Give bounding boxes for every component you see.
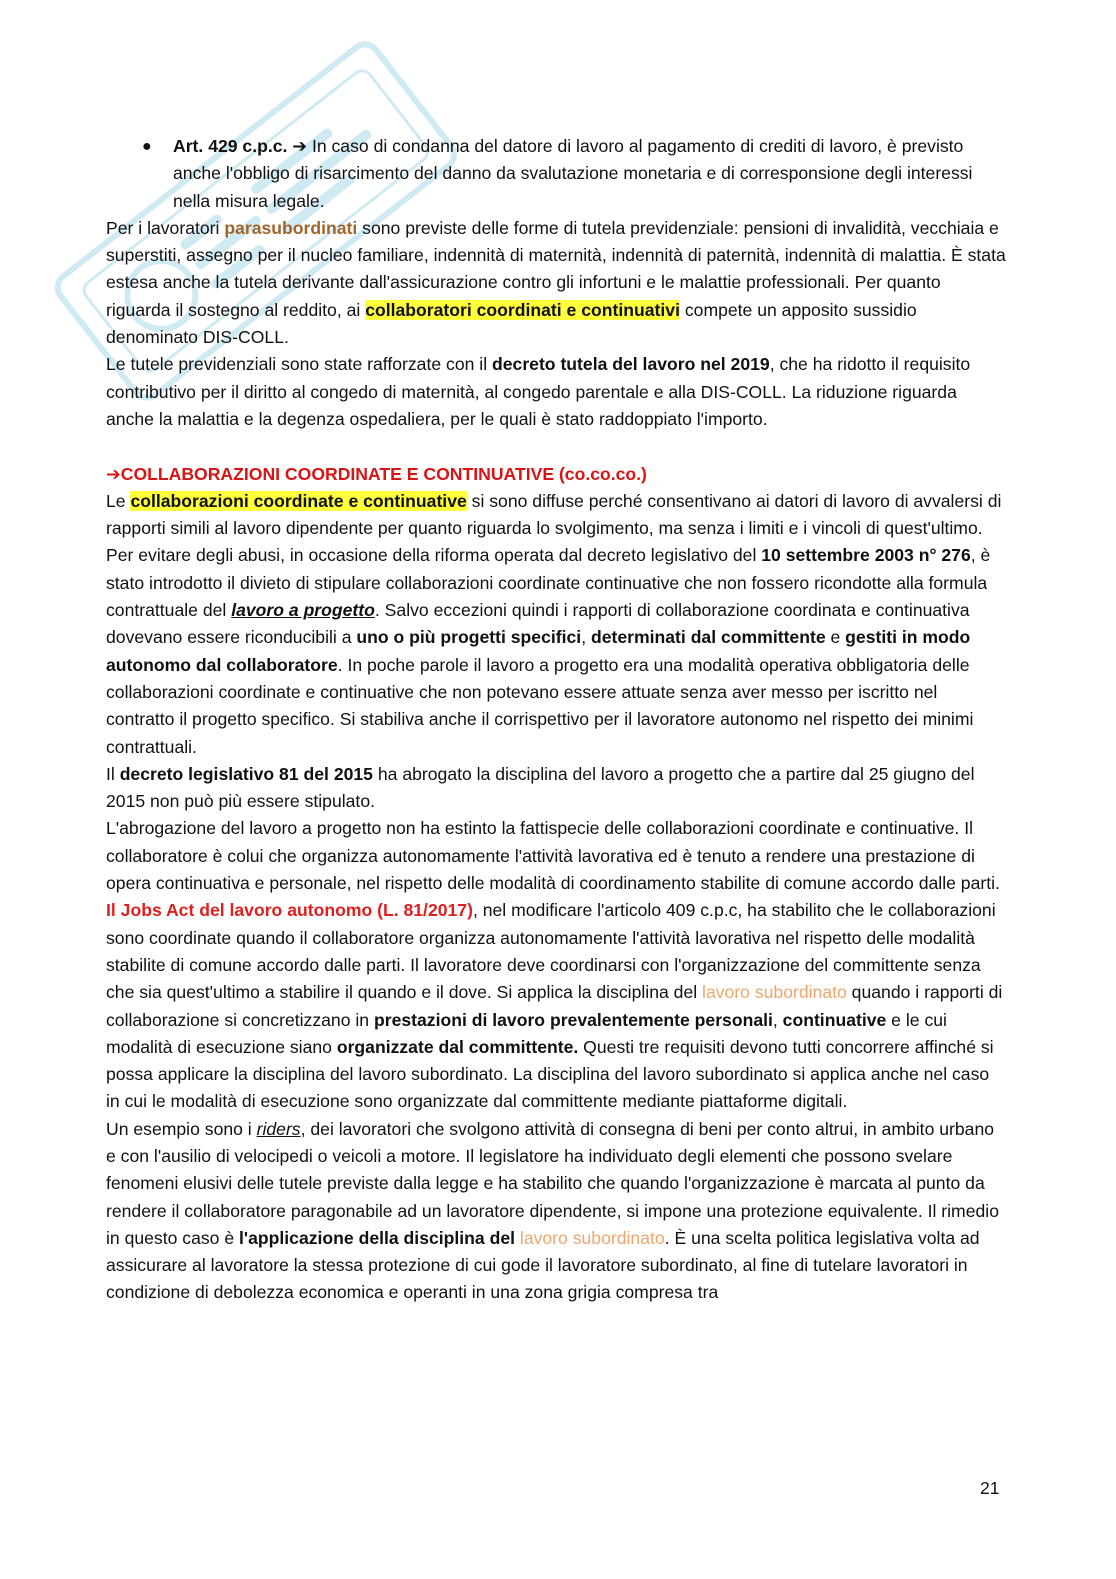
article-reference: Art. 429 c.p.c. xyxy=(173,136,288,156)
arrow-icon: ➔ xyxy=(287,136,312,156)
text-run: Questi tre requisiti devono tutti concorrere affinché si possa applicare la disciplina del lavoro subordinato. La disciplina del lavoro subordinato si applica anche nel caso in cui le modalità di esecuzione sono organizzate dal committente mediante piattaforme digitali. xyxy=(106,1036,994,1112)
bold-prestazioni: prestazioni di lavoro prevalentemente personali xyxy=(373,1009,773,1030)
text-run: , xyxy=(772,1009,783,1030)
paragraph-abrogazione xyxy=(106,815,1006,1115)
paragraph-riders xyxy=(106,1116,1006,1307)
text-run: . In poche parole il lavoro a progetto era una modalità operativa obbligatoria delle collaborazioni coordinate e continuative che non potevano essere attuate senza aver messo per iscritto nel contratto il progetto specifico. Si stabiliva anche il corrispettivo per il lavoratore autonomo nel rispetto dei minimi contrattuali. xyxy=(106,654,974,757)
bold-gestiti: gestiti in modo autonomo dal collaboratore xyxy=(106,627,971,675)
text-run: Per i lavoratori xyxy=(106,217,225,238)
text-run: L'abrogazione del lavoro a progetto non ha estinto la fattispecie delle collaborazioni coordinate e continuative. Il collaboratore è colui che organizza autonomamente l'attività lavorativa ed è tenuto a rendere una prestazione di opera continuativa e personale, nel rispetto delle modalità di coordinamento stabilite di comune accordo dalle parti. xyxy=(106,818,1000,894)
term-lavoro-subordinato: lavoro subordinato xyxy=(519,1227,665,1248)
bullet-text: In caso di condanna del datore di lavoro al pagamento di crediti di lavoro, è previsto anche l'obbligo di risarcimento del danno da svalutazione monetaria e di corresponsione degli interessi nella misura legale. xyxy=(173,136,973,211)
term-parasubordinati: parasubordinati xyxy=(224,217,358,238)
text-run: Il xyxy=(106,763,120,784)
text-run: Le xyxy=(106,490,131,511)
paragraph-parasubordinati xyxy=(106,215,1006,351)
paragraph-dlgs-81 xyxy=(106,761,1006,816)
text-run: e le cui modalità di esecuzione siano xyxy=(106,1009,947,1057)
term-lavoro-subordinato: lavoro subordinato xyxy=(702,982,847,1003)
bold-applicazione: l'applicazione della disciplina del xyxy=(239,1227,520,1248)
bold-progetti: uno o più progetti specifici xyxy=(356,627,582,648)
bold-decreto-2019: decreto tutela del lavoro nel 2019 xyxy=(492,354,770,375)
text-run: ha abrogato la disciplina del lavoro a progetto che a partire dal 25 giugno del 2015 non può più essere stipulato. xyxy=(106,763,975,812)
text-run: . È una scelta politica legislativa volta ad assicurare al lavoratore la stessa protezione di cui gode il lavoratore subordinato, al fine di tutelare lavoratori in condizione di debolezza economica e operanti in una zona grigia compresa tra xyxy=(106,1227,980,1303)
bold-dlgs: decreto legislativo 81 del 2015 xyxy=(119,763,373,784)
text-run: sono previste delle forme di tutela previdenziale: pensioni di invalidità, vecchiaia e superstiti, assegno per il nucleo familiare, indennità di maternità, indennità di paternità, indennità di malattia. È stata estesa anche la tutela derivante dall'assicurazione contro gli infortuni e le malattie professionali. Per quanto riguarda il sostegno al reddito, ai xyxy=(106,217,1006,320)
bullet-item xyxy=(106,133,1006,215)
text-run: , nel modificare l'articolo 409 c.p.c, ha stabilito che le collaborazioni sono coordinate quando il collaboratore organizza autonomamente l'attività lavorativa nel rispetto delle modalità stabilite di comune accordo dalle parti. Il lavoratore deve coordinarsi con l'organizzazione del committente senza che sia quest'ultimo a stabilire il quando e il dove. Si applica la disciplina del xyxy=(106,900,996,1003)
text-run: . Salvo eccezioni quindi i rapporti di collaborazione coordinata e continuativa dovevano essere riconducibili a xyxy=(106,600,970,648)
bullet-dot-icon: ● xyxy=(142,138,152,155)
term-riders: riders xyxy=(256,1118,301,1139)
text-run: compete un apposito sussidio denominato DIS-COLL. xyxy=(106,299,917,348)
page-number: 21 xyxy=(980,1478,1000,1498)
text-run: Un esempio sono i xyxy=(106,1118,257,1139)
text-run: quando i rapporti di collaborazione si concretizzano in xyxy=(106,982,1003,1030)
bold-committente: determinati dal committente xyxy=(590,627,826,648)
document-body xyxy=(106,133,1006,1307)
text-run: si sono diffuse perché consentivano ai datori di lavoro di avvalersi di rapporti simili al lavoro dipendente per quanto riguarda lo svolgimento, ma senza i limiti e i vincoli di quest'ultimo. Per evitare degli abusi, in occasione della riforma operata dal decreto legislativo del xyxy=(106,490,1002,566)
text-run: , che ha ridotto il requisito contributivo per il diritto al congedo di maternità, al congedo parentale e alla DIS-COLL. La riduzione riguarda anche la malattia e la degenza ospedaliera, per le quali è stato raddoppiato l'importo. xyxy=(106,354,971,429)
bold-organizzate: organizzate dal committente. xyxy=(336,1036,579,1057)
text-run: , dei lavoratori che svolgono attività di consegna di beni per conto altrui, in ambito urbano e con l'ausilio di velocipedi o veicoli a motore. Il legislatore ha individuato degli elementi che possono svelare fenomeni elusivi delle tutele previste dalla legge e ha stabilito che quando l'organizzazione è marcata al punto da rendere il collaboratore paragonabile ad un lavoratore dipendente, si impone una protezione equivalente. Il rimedio in questo caso è xyxy=(106,1118,999,1248)
text-run: , xyxy=(581,627,591,648)
term-jobs-act: Il Jobs Act del lavoro autonomo (L. 81/2017) xyxy=(106,900,473,921)
text-run: e xyxy=(825,627,846,648)
bold-date: 10 settembre 2003 n° 276 xyxy=(761,545,971,566)
section-heading: ➔COLLABORAZIONI COORDINATE E CONTINUATIVE (co.co.co.) xyxy=(106,463,647,484)
highlight-collaboratori: collaboratori coordinati e continuativi xyxy=(365,299,680,320)
paragraph-cococo xyxy=(106,488,1006,761)
text-run: , è stato introdotto il divieto di stipulare collaborazioni coordinate continuative che non fossero ricondotte alla formula contrattuale del xyxy=(106,545,991,621)
term-lavoro-a-progetto: lavoro a progetto xyxy=(231,600,375,621)
bold-continuative: continuative xyxy=(782,1009,887,1030)
paragraph-tutele xyxy=(106,351,1006,433)
text-run: Le tutele previdenziali sono state rafforzate con il xyxy=(106,354,492,375)
highlight-collaborazioni: collaborazioni coordinate e continuative xyxy=(130,490,467,511)
